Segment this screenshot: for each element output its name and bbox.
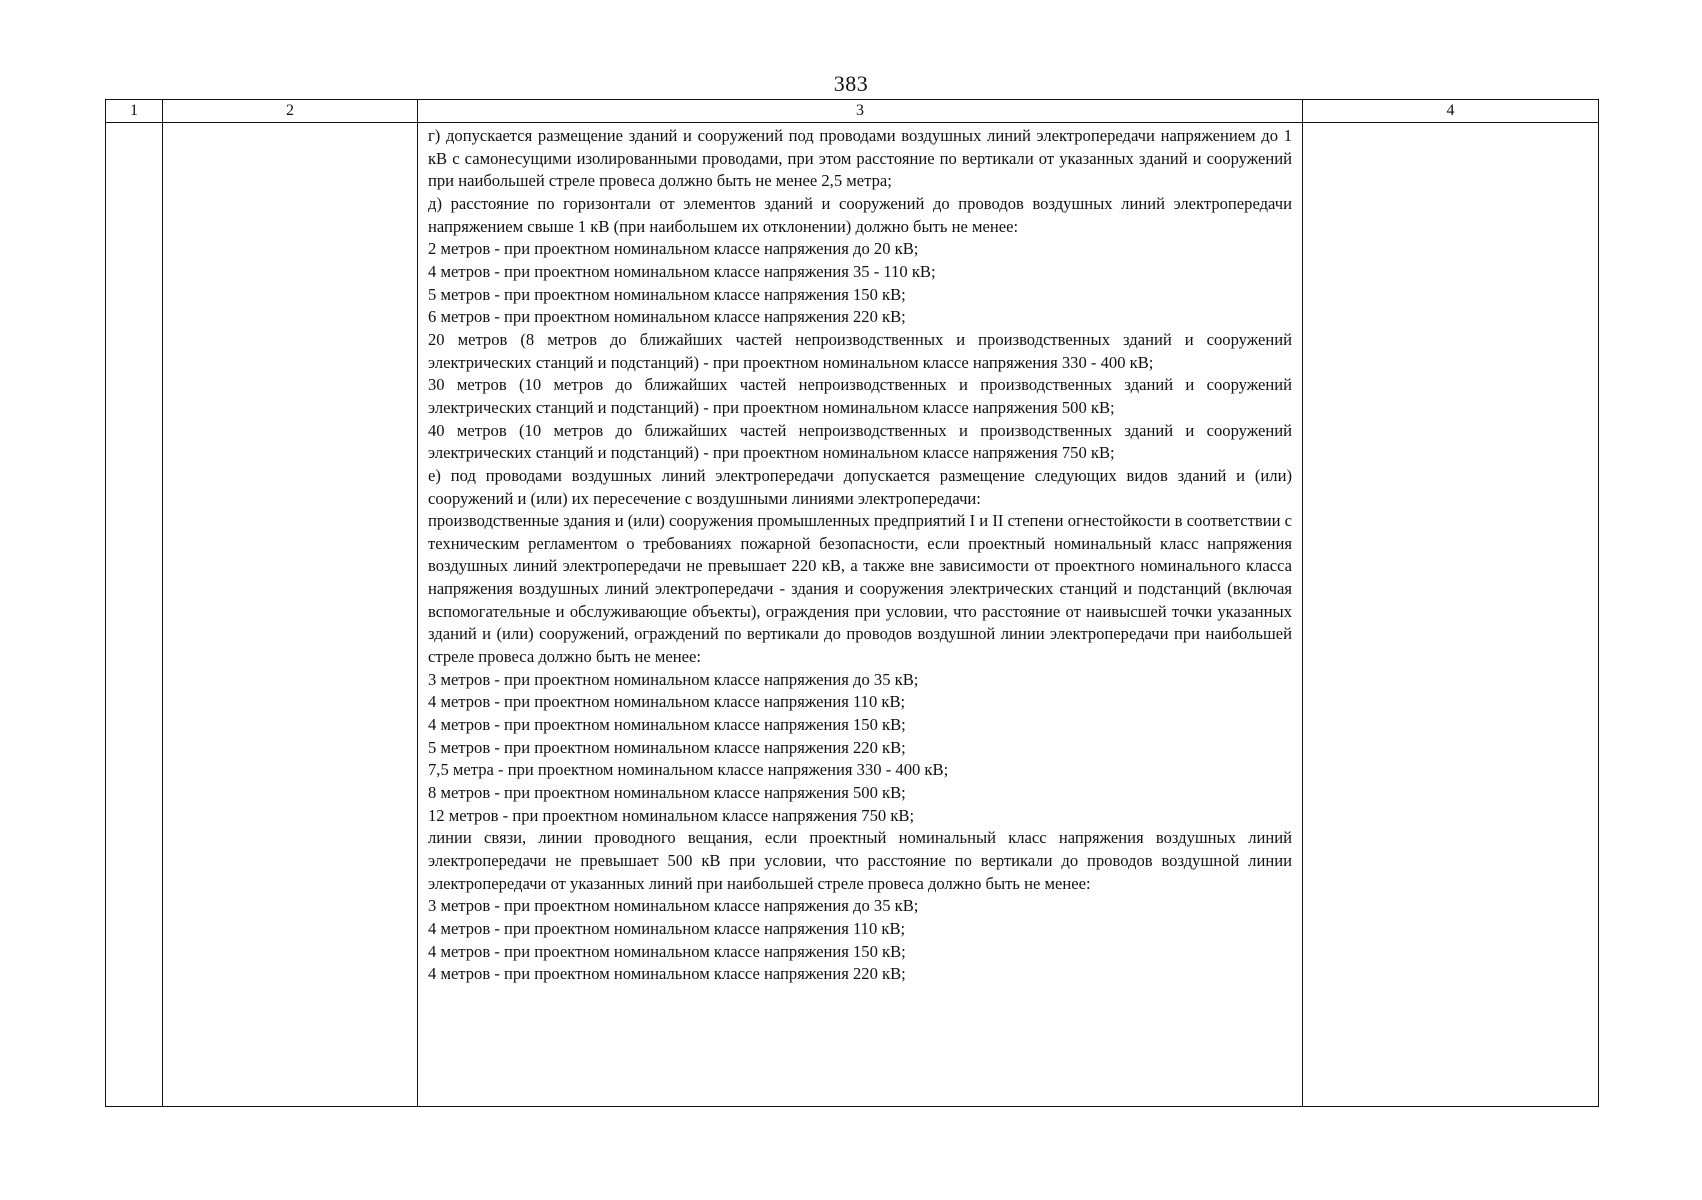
- distance-list-item: 3 метров - при проектном номинальном классе напряжения до 35 кВ;: [428, 896, 919, 916]
- cell-column-2: [163, 123, 418, 1107]
- table-row: [106, 123, 1599, 1107]
- distance-list-item: 2 метров - при проектном номинальном классе напряжения до 20 кВ;: [428, 239, 919, 259]
- column-header-1: 1: [106, 100, 163, 123]
- paragraph: 40 метров (10 метров до ближайших частей непроизводственных и производственных зданий и сооружений электрических станций и подстанций) - при проектном номинальном классе напряжения 750 кВ;: [428, 420, 1292, 463]
- paragraph: производственные здания и (или) сооружения промышленных предприятий I и II степени огнестойкости в соответствии с техническим регламентом о требованиях пожарной безопасности, если проектный номинальный класс напряжения воздушных линий электропередачи не превышает 220 кВ, а также вне зависимости от проектного номинального класса напряжения воздушных линий электропередачи - здания и сооружения электрических станций и подстанций (включая вспомогательные и обслуживающие объекты), ограждения при условии, что расстояние от наивысшей точки указанных зданий и (или) сооружений, ограждений по вертикали до проводов воздушной линии электропередачи при наибольшей стреле провеса должно быть не менее:: [428, 511, 1292, 667]
- regulation-table: [105, 99, 1599, 1107]
- column-header-4: 4: [1303, 100, 1599, 123]
- cell-column-1: [106, 123, 163, 1107]
- column-header-2: 2: [163, 100, 418, 123]
- cell-column-3: [418, 123, 1303, 1107]
- page-number: 383: [833, 71, 869, 96]
- cell-column-4: [1303, 123, 1599, 1107]
- distance-list-item: 4 метров - при проектном номинальном классе напряжения 150 кВ;: [428, 941, 906, 961]
- distance-list-item: 5 метров - при проектном номинальном классе напряжения 220 кВ;: [428, 737, 906, 757]
- table-header-row: [106, 100, 1599, 123]
- distance-list-item: 4 метров - при проектном номинальном классе напряжения 110 кВ;: [428, 918, 906, 938]
- distance-list-item: 12 метров - при проектном номинальном классе напряжения 750 кВ;: [428, 805, 915, 825]
- paragraph: 30 метров (10 метров до ближайших частей непроизводственных и производственных зданий и сооружений электрических станций и подстанций) - при проектном номинальном классе напряжения 500 кВ;: [428, 375, 1292, 417]
- paragraph: г) допускается размещение зданий и сооружений под проводами воздушных линий электропередачи напряжением до 1 кВ с самонесущими изолированными проводами, при этом расстояние по вертикали от указанных зданий и сооружений при наибольшей стреле провеса должно быть не менее 2,5 метра;: [428, 126, 1292, 191]
- column-header-3: 3: [418, 100, 1303, 123]
- distance-list-item: 4 метров - при проектном номинальном классе напряжения 110 кВ;: [428, 692, 906, 712]
- paragraph: 20 метров (8 метров до ближайших частей непроизводственных и производственных зданий и сооружений электрических станций и подстанций) - при проектном номинальном классе напряжения 330 - 400 кВ;: [428, 329, 1292, 372]
- paragraph: линии связи, линии проводного вещания, если проектный номинальный класс напряжения воздушных линий электропередачи не превышает 500 кВ при условии, что расстояние по вертикали до проводов воздушной линии электропередачи от указанных линий при наибольшей стреле провеса должно быть не менее:: [428, 828, 1292, 893]
- distance-list-item: 4 метров - при проектном номинальном классе напряжения 35 - 110 кВ;: [428, 261, 936, 281]
- distance-list-item: 3 метров - при проектном номинальном классе напряжения до 35 кВ;: [428, 669, 919, 689]
- distance-list-item: 8 метров - при проектном номинальном классе напряжения 500 кВ;: [428, 783, 906, 803]
- distance-list-item: 4 метров - при проектном номинальном классе напряжения 150 кВ;: [428, 715, 906, 735]
- paragraph: е) под проводами воздушных линий электропередачи допускается размещение следующих видов зданий и (или) сооружений и (или) их пересечение с воздушными линиями электропередачи:: [428, 465, 1292, 508]
- paragraph: д) расстояние по горизонтали от элементов зданий и сооружений до проводов воздушных линий электропередачи напряжением свыше 1 кВ (при наибольшем их отклонении) должно быть не менее:: [428, 193, 1292, 236]
- distance-list-item: 7,5 метра - при проектном номинальном классе напряжения 330 - 400 кВ;: [428, 760, 949, 780]
- distance-list-item: 4 метров - при проектном номинальном классе напряжения 220 кВ;: [428, 964, 906, 984]
- distance-list-item: 5 метров - при проектном номинальном классе напряжения 150 кВ;: [428, 284, 906, 304]
- requirements-text: [418, 123, 1302, 1106]
- distance-list-item: 6 метров - при проектном номинальном классе напряжения 220 кВ;: [428, 307, 906, 327]
